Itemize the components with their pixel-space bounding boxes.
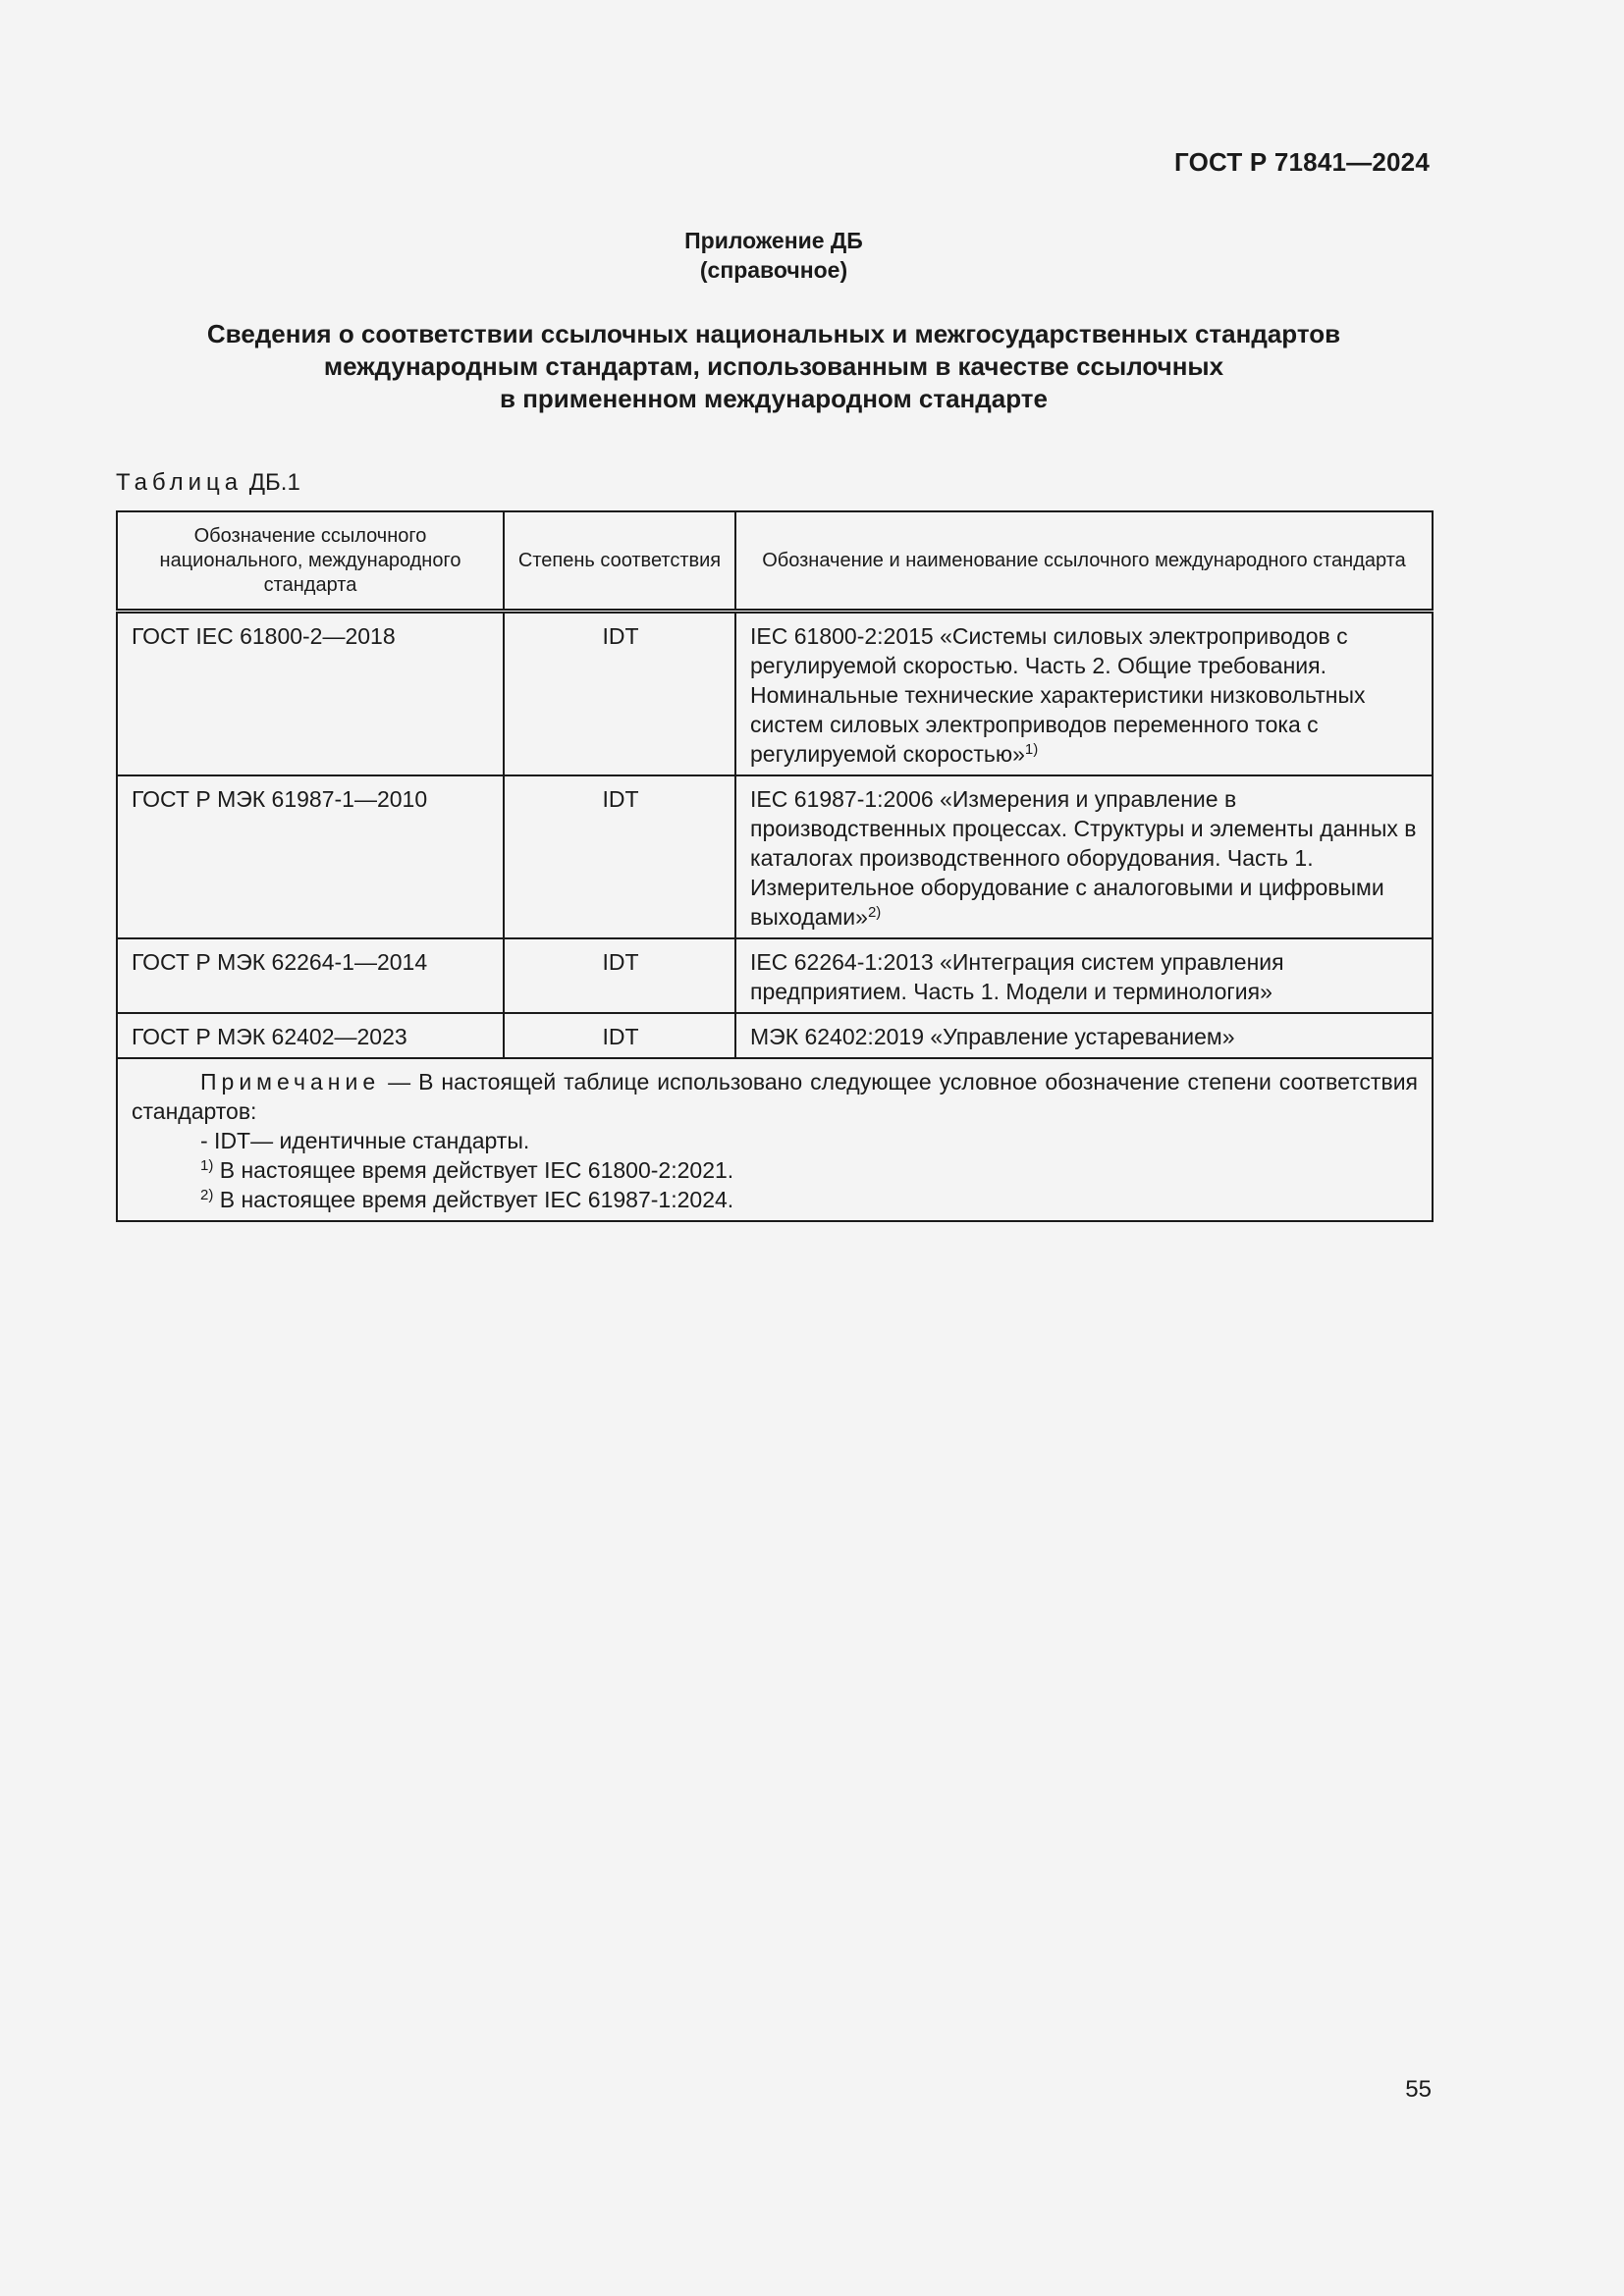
international-standard bbox=[735, 612, 1433, 776]
national-designation: ГОСТ Р МЭК 61987-1—2010 bbox=[117, 775, 504, 938]
document-code: ГОСТ Р 71841—2024 bbox=[1174, 147, 1430, 177]
national-designation: ГОСТ Р МЭК 62402—2023 bbox=[117, 1013, 504, 1058]
note-footnote-2 bbox=[132, 1185, 1418, 1214]
header-degree: Степень соответствия bbox=[504, 511, 735, 612]
main-title-line-2: международным стандартам, использованным в качестве ссылочных bbox=[323, 351, 1224, 381]
footnote-ref: 2) bbox=[867, 904, 882, 921]
table-caption bbox=[116, 469, 300, 497]
degree: IDT bbox=[504, 1013, 735, 1058]
table-note bbox=[117, 1058, 1433, 1221]
appendix-heading bbox=[0, 226, 1547, 285]
international-standard bbox=[735, 1013, 1433, 1058]
table-row bbox=[117, 1013, 1433, 1058]
main-title-line-3: в примененном международном стандарте bbox=[500, 384, 1048, 413]
national-designation: ГОСТ IEC 61800-2—2018 bbox=[117, 612, 504, 776]
note-footnote-1 bbox=[132, 1155, 1418, 1185]
degree: IDT bbox=[504, 612, 735, 776]
note-label: Примечание bbox=[200, 1069, 381, 1095]
main-title-line-1: Сведения о соответствии ссылочных национальных и межгосударственных стандартов bbox=[206, 319, 1341, 348]
table-row bbox=[117, 612, 1433, 776]
main-title bbox=[0, 318, 1547, 415]
standards-table bbox=[116, 510, 1434, 1222]
appendix-subtitle: (справочное) bbox=[699, 257, 848, 283]
international-standard bbox=[735, 775, 1433, 938]
table-caption-number: ДБ.1 bbox=[248, 469, 300, 496]
header-national-designation: Обозначение ссылочного национального, международного стандарта bbox=[117, 511, 504, 612]
table-row bbox=[117, 775, 1433, 938]
note-paragraph bbox=[132, 1067, 1418, 1126]
table-header-row bbox=[117, 511, 1433, 612]
international-standard-text: МЭК 62402:2019 «Управление устареванием» bbox=[750, 1024, 1235, 1049]
page-number: 55 bbox=[1405, 2076, 1432, 2103]
note-text: — В настоящей таблице использовано следующее условное обозначение степени соответствия стандартов: bbox=[132, 1069, 1418, 1124]
footnote-ref: 1) bbox=[1024, 741, 1039, 758]
appendix-title: Приложение ДБ bbox=[684, 228, 863, 253]
national-designation: ГОСТ Р МЭК 62264-1—2014 bbox=[117, 938, 504, 1013]
header-international-standard: Обозначение и наименование ссылочного международного стандарта bbox=[735, 511, 1433, 612]
international-standard-text: IEC 61987-1:2006 «Измерения и управление в производственных процессах. Структуры и элементы данных в каталогах производственного оборудования. Часть 1. Измерительное оборудование с аналоговыми и цифровыми выходами» bbox=[750, 786, 1417, 930]
footnote-mark: 1) bbox=[200, 1157, 214, 1174]
footnote-text: В настоящее время действует IEC 61800-2:2021. bbox=[219, 1157, 734, 1183]
international-standard-text: IEC 62264-1:2013 «Интеграция систем управления предприятием. Часть 1. Модели и терминология» bbox=[750, 949, 1284, 1004]
table-note-row bbox=[117, 1058, 1433, 1221]
footnote-text: В настоящее время действует IEC 61987-1:2024. bbox=[219, 1187, 734, 1212]
international-standard-text: IEC 61800-2:2015 «Системы силовых электроприводов с регулируемой скоростью. Часть 2. Общие требования. Номинальные технические характеристики низковольтных систем силовых электроприводов переменного тока с регулируемой скоростью» bbox=[750, 623, 1366, 767]
international-standard bbox=[735, 938, 1433, 1013]
note-idt-line: - IDT— идентичные стандарты. bbox=[200, 1128, 530, 1153]
table-caption-label: Таблица bbox=[116, 469, 244, 496]
degree: IDT bbox=[504, 775, 735, 938]
table-row bbox=[117, 938, 1433, 1013]
footnote-mark: 2) bbox=[200, 1187, 214, 1203]
degree: IDT bbox=[504, 938, 735, 1013]
